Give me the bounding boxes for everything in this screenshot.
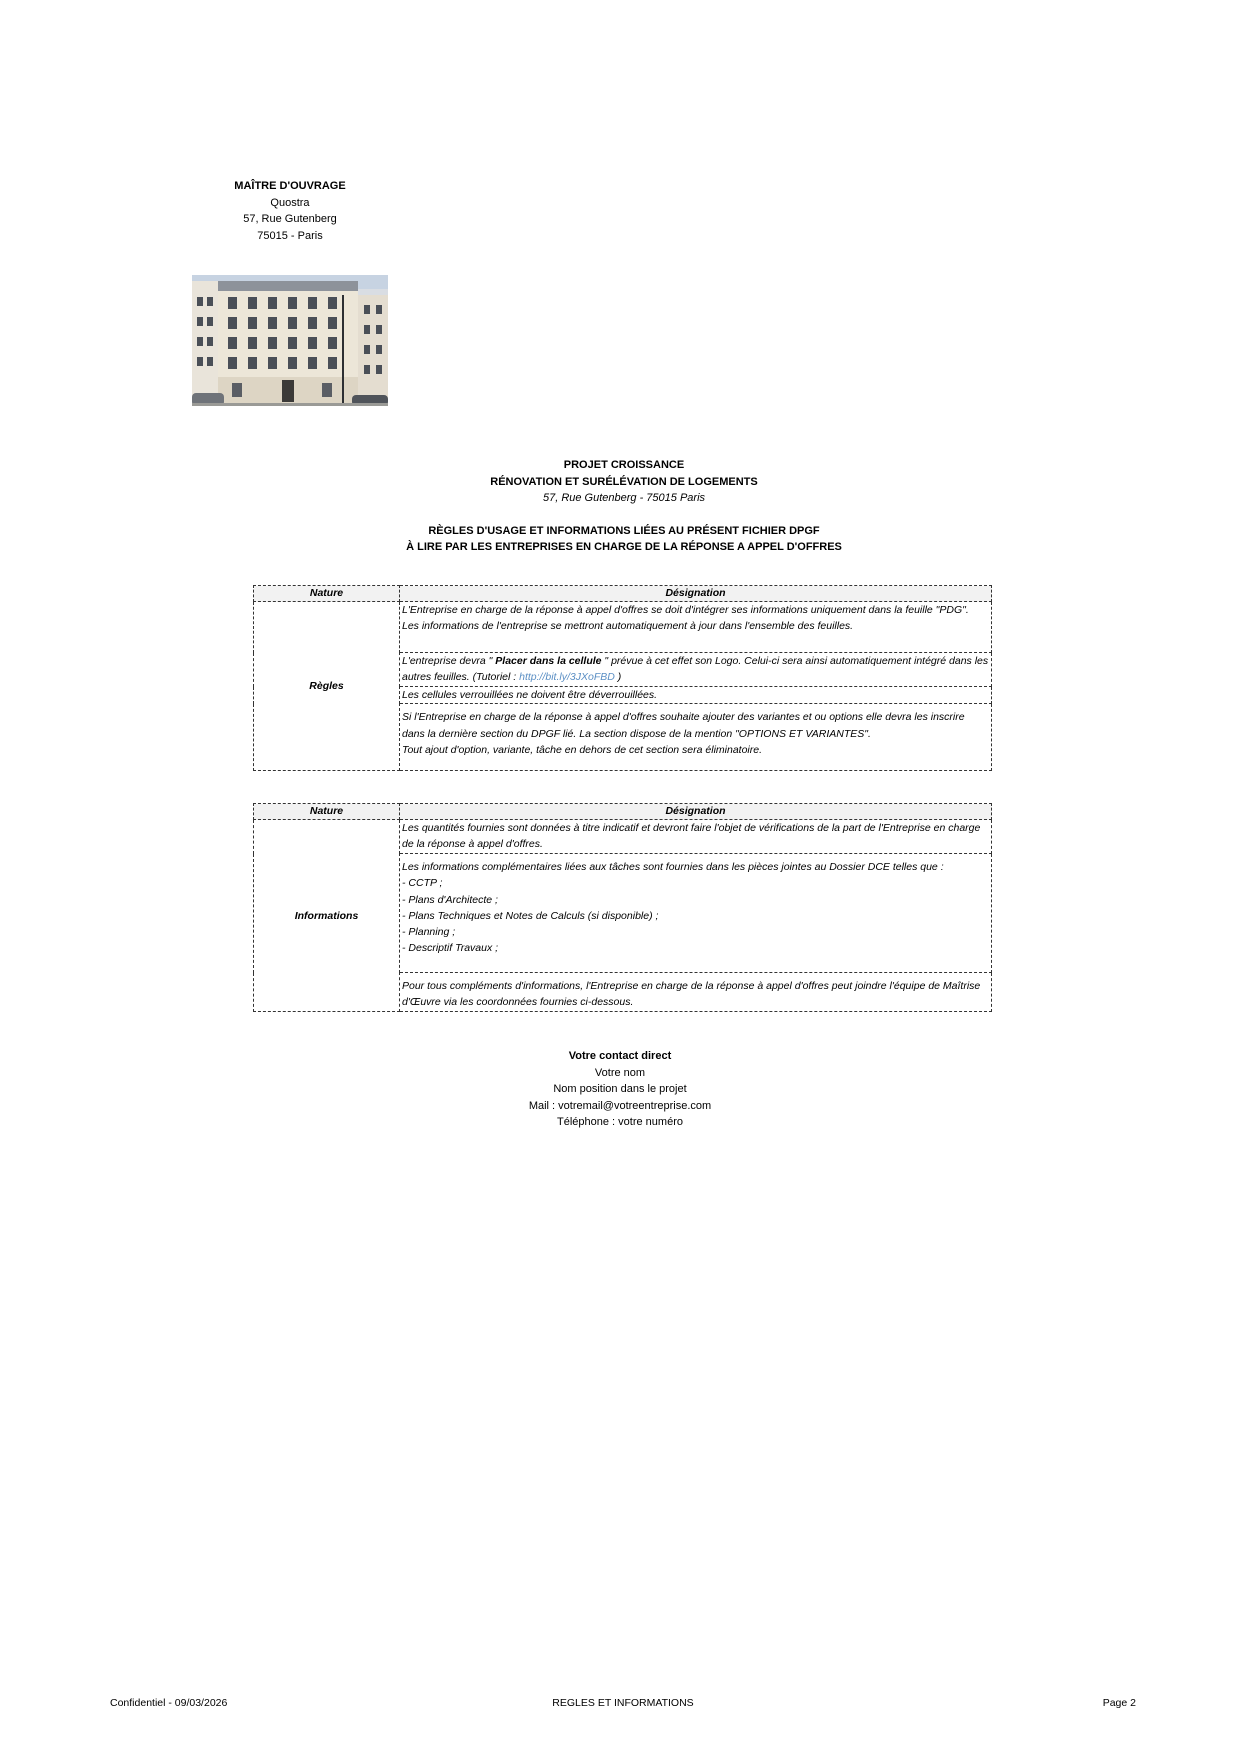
owner-heading: MAÎTRE D'OUVRAGE	[234, 180, 346, 192]
info-list-item: - CCTP ;	[402, 877, 443, 890]
rules-row-2-bold: Placer dans la cellule	[495, 655, 602, 667]
info-list-item: - Descriptif Travaux ;	[402, 942, 499, 955]
info-col-nature: Nature	[254, 804, 400, 820]
project-subtitle: RÉNOVATION ET SURÉLÉVATION DE LOGEMENTS	[490, 475, 758, 488]
info-col-designation: Désignation	[400, 804, 992, 820]
owner-name: Quostra	[270, 196, 310, 209]
footer-page-number: Page 2	[1102, 1697, 1136, 1709]
info-list-item: - Plans d'Architecte ;	[402, 893, 498, 906]
contact-heading: Votre contact direct	[568, 1050, 672, 1062]
project-title: PROJET CROISSANCE	[563, 459, 685, 471]
rules-heading-2: À LIRE PAR LES ENTREPRISES EN CHARGE DE LA RÉPONSE A APPEL D'OFFRES	[406, 541, 842, 553]
building-photo	[192, 275, 388, 406]
info-row-1: Les quantités fournies sont données à titre indicatif et devront faire l'objet de vérifications de la part de l'Entreprise en charge de la réponse à appel d'offres.	[400, 820, 992, 854]
rules-nature-cell: Règles	[254, 602, 400, 771]
rules-row-4	[400, 704, 992, 771]
rules-row-2-post: )	[614, 671, 622, 684]
contact-phone: Téléphone : votre numéro	[557, 1116, 683, 1128]
footer-left: Confidentiel - 09/03/2026	[110, 1697, 228, 1709]
rules-row-2-mid: " prévue à cet effet son Logo. Celui-ci sera ainsi automatiquement intégré dans les autres feuilles. (Tutoriel :	[402, 655, 989, 684]
contact-position: Nom position dans le projet	[553, 1083, 687, 1095]
info-list-item: - Planning ;	[402, 926, 456, 939]
contact-mail: Mail : votremail@votreentreprise.com	[528, 1099, 712, 1112]
rules-heading-1: RÈGLES D'USAGE ET INFORMATIONS LIÉES AU PRÉSENT FICHIER DPGF	[428, 524, 820, 537]
info-nature-cell: Informations	[254, 820, 400, 1012]
page-footer	[110, 1697, 1136, 1713]
rules-row-1-line-2: Les informations de l'entreprise se mettront automatiquement à jour dans l'ensemble des feuilles.	[402, 620, 854, 633]
footer-center: REGLES ET INFORMATIONS	[552, 1697, 694, 1709]
rules-row-3: Les cellules verrouillées ne doivent être déverrouillées.	[400, 687, 992, 704]
rules-row-2-pre: L'entreprise devra "	[402, 655, 496, 667]
tutorial-link[interactable]: http://bit.ly/3JXoFBD	[519, 671, 615, 684]
project-heading	[374, 457, 874, 556]
owner-address: 57, Rue Gutenberg	[243, 213, 337, 225]
rules-row-4-line-1: Si l'Entreprise en charge de la réponse à appel d'offres souhaite ajouter des variantes et ou options elle devra les inscrire dans la dernière section du DPGF lié. La section dispose de la mention "OPTIONS ET VARIANTES".	[402, 711, 965, 740]
owner-city: 75015 - Paris	[257, 229, 323, 242]
contact-block	[470, 1048, 770, 1131]
rules-col-nature: Nature	[254, 586, 400, 602]
contact-name: Votre nom	[594, 1066, 646, 1079]
info-list-item: - Plans Techniques et Notes de Calculs (si disponible) ;	[402, 909, 659, 922]
info-row-3	[400, 973, 992, 1012]
info-row-2-intro: Les informations complémentaires liées aux tâches sont fournies dans les pièces jointes au Dossier DCE telles que :	[402, 861, 944, 873]
rules-row-4-line-2: Tout ajout d'option, variante, tâche en dehors de cet section sera éliminatoire.	[402, 743, 763, 756]
info-row-3-text: Pour tous compléments d'informations, l'Entreprise en charge de la réponse à appel d'offres peut joindre l'équipe de Maîtrise d'Œuvre via les coordonnées fournies ci-dessous.	[402, 980, 981, 1009]
owner-block	[200, 178, 380, 244]
rules-table	[253, 585, 992, 771]
rules-row-2	[400, 653, 992, 687]
info-table	[253, 803, 992, 1012]
rules-col-designation: Désignation	[400, 586, 992, 602]
info-row-2	[400, 854, 992, 973]
project-address: 57, Rue Gutenberg - 75015 Paris	[542, 492, 706, 504]
rules-row-1	[400, 602, 992, 653]
rules-row-1-line-1: L'Entreprise en charge de la réponse à appel d'offres se doit d'intégrer ses informations uniquement dans la feuille "PDG".	[402, 604, 969, 616]
